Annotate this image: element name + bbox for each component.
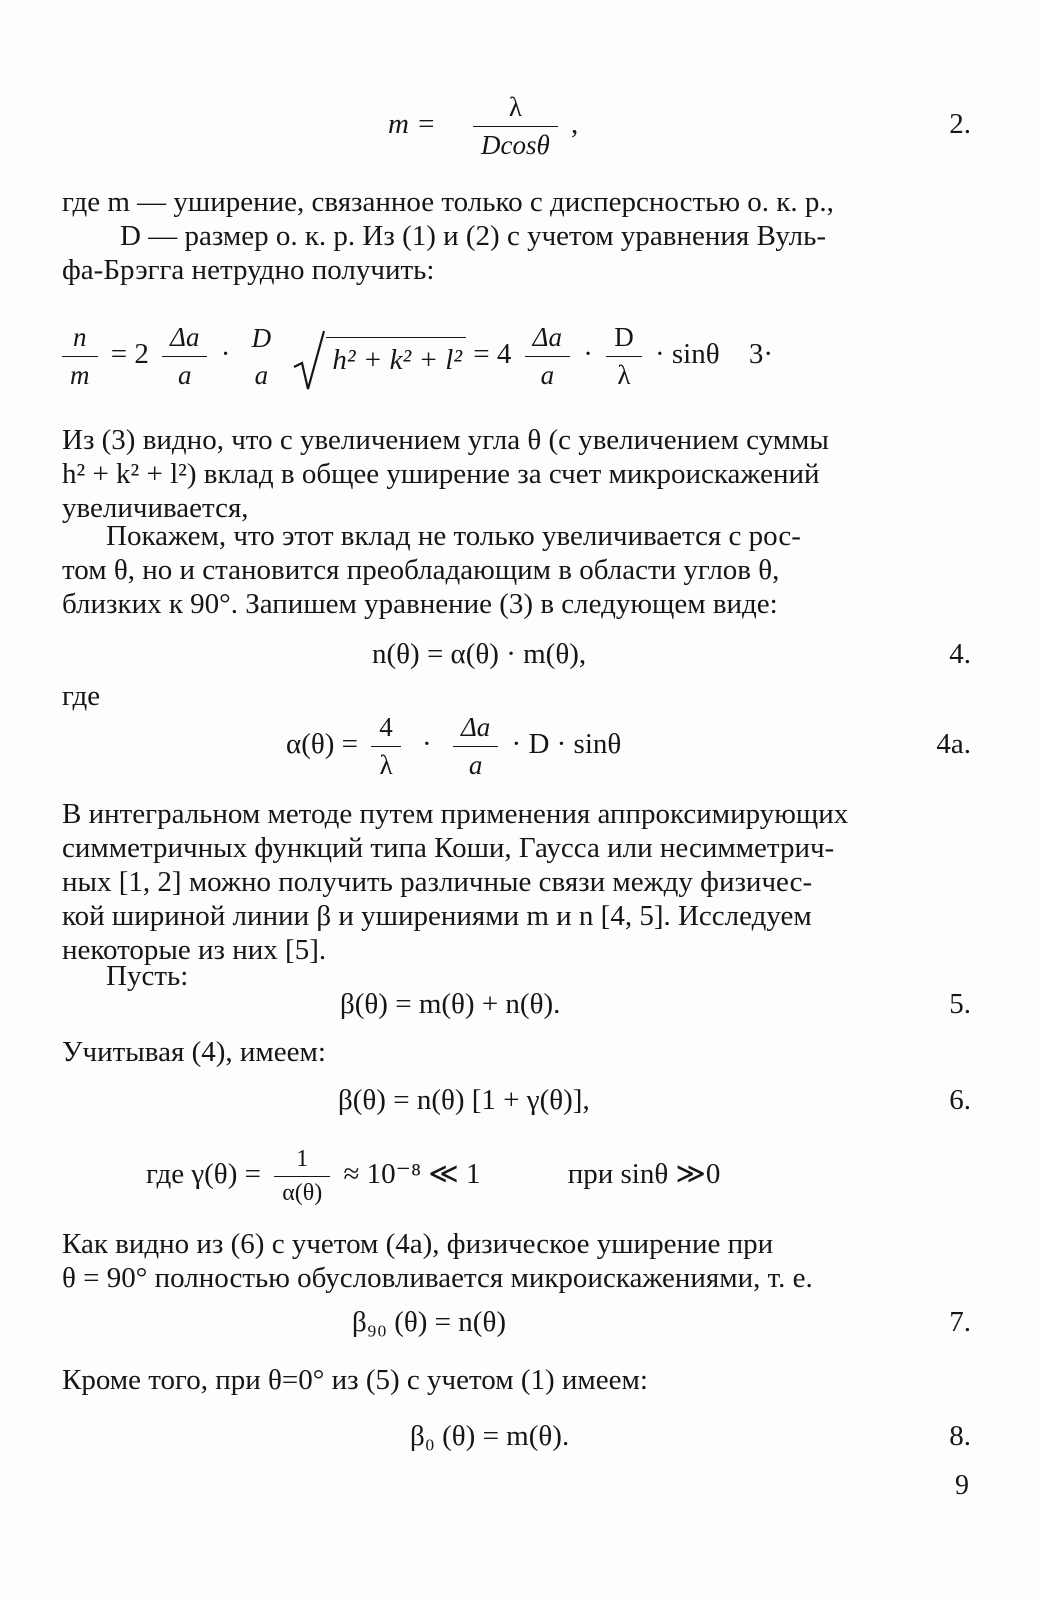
para4-line1: В интегральном методе путем применения аппроксимирующих (62, 798, 849, 830)
eq4a-f2-den: a (453, 746, 498, 781)
equation-8: β₀ (θ) = m(θ). (410, 1420, 570, 1452)
equation-6: β(θ) = n(θ) [1 + γ(θ)], (338, 1084, 590, 1116)
para5-line2: θ = 90° полностью обусловливается микроискажениями, т. е. (62, 1262, 813, 1294)
gamma-den: α(θ) (274, 1176, 330, 1207)
eq6-number: 6. (949, 1084, 971, 1116)
eq2-number: 2. (949, 108, 971, 140)
gamma-lhs: где γ(θ) = (146, 1158, 261, 1191)
eq4a-f1-num: 4 (379, 712, 393, 742)
eq3-dot1: · (220, 338, 231, 371)
eq2-fraction (473, 92, 558, 161)
eq4a-number: 4a. (936, 728, 971, 760)
eq4a-frac-4-lambda (371, 712, 401, 781)
eq3-equals-4: = 4 (473, 338, 512, 371)
eq4a-frac-da-a (453, 712, 498, 781)
para2-line3: увеличивается, (62, 492, 249, 524)
gamma-rhs: ≈ 10⁻⁸ ≪ 1 (343, 1158, 481, 1191)
eq3-f3-den: a (254, 359, 269, 390)
para2-line1: Из (3) видно, что с увеличением угла θ (с увеличением суммы (62, 424, 829, 456)
para6-line: Кроме того, при θ=0° из (5) с учетом (1) имеем: (62, 1364, 648, 1396)
eq4a-lhs: α(θ) = (286, 728, 359, 761)
eq3-f5-den: λ (606, 356, 642, 391)
eq3-dot2: · (583, 338, 593, 371)
equation-4: n(θ) = α(θ) · m(θ), (372, 638, 587, 670)
eq5-number: 5. (949, 988, 971, 1020)
gamma-condition: при sinθ ≫0 (567, 1158, 721, 1191)
eq7-number: 7. (949, 1306, 971, 1338)
radical-sign-icon (292, 329, 326, 393)
para3-line1: Покажем, что этот вклад не только увеличивается с рос- (106, 520, 801, 552)
eq2-denominator: Dcosθ (473, 126, 558, 161)
eq3-radicand: h² + k² + l² (326, 337, 466, 377)
eq3-number: 3· (748, 338, 774, 371)
eq3-frac-n-m (62, 322, 98, 391)
eq3-f1-den: m (62, 356, 98, 391)
para5-line1: Как видно из (6) с учетом (4а), физическое уширение при (62, 1228, 774, 1260)
para4-line5: некоторые из них [5]. (62, 934, 327, 966)
eq2-numerator: λ (508, 92, 522, 122)
eq2-lhs: m = (388, 108, 436, 141)
eq4a-tail: · D · sinθ (511, 728, 622, 761)
equation-2 (388, 92, 578, 161)
para1-line3: фа-Брэгга нетрудно получить: (62, 254, 435, 286)
eq3-equals-2: = 2 (110, 338, 149, 371)
page-number: 9 (955, 1470, 969, 1501)
eq4a-f2-num: Δa (460, 712, 491, 742)
para4-line2: симметричных функций типа Коши, Гаусса или несимметрич- (62, 832, 835, 864)
para3-line2: том θ, но и становится преобладающим в области углов θ, (62, 554, 780, 586)
equation-3 (56, 322, 773, 391)
eq3-f2-num: Δa (170, 322, 200, 352)
eq3-f1-num: n (73, 322, 87, 352)
eq3-sin-theta: · sinθ (654, 338, 720, 371)
equation-5: β(θ) = m(θ) + n(θ). (340, 988, 561, 1020)
eq3-frac-da-a-2 (525, 322, 570, 391)
eq3-f2-den: a (162, 356, 207, 391)
eq3-f4-den: a (525, 356, 570, 391)
eq4-number: 4. (949, 638, 971, 670)
para4-line4: кой шириной линии β и уширениями m и n [4, 5]. Исследуем (62, 900, 812, 932)
eq3-sqrt (292, 337, 466, 377)
gamma-num: 1 (296, 1146, 309, 1172)
gamma-fraction (274, 1146, 330, 1207)
eq2-comma: , (571, 108, 579, 141)
let-label: Пусть: (106, 960, 189, 992)
eq3-f4-num: Δa (532, 322, 563, 352)
equation-7: β₉₀ (θ) = n(θ) (352, 1306, 506, 1338)
para2-line2: h² + k² + l²) вклад в общее уширение за счет микроискажений (62, 458, 820, 490)
eq8-number: 8. (949, 1420, 971, 1452)
equation-4a (286, 712, 621, 781)
where-label: где (62, 680, 101, 712)
para1-line1: где m — уширение, связанное только с дисперсностью о. к. р., (62, 186, 834, 218)
para3-line3: близких к 90°. Запишем уравнение (3) в следующем виде: (62, 588, 778, 620)
eq3-frac-d-lambda (606, 322, 642, 391)
eq4a-dot: · (422, 728, 432, 761)
eq3-f3-num: D (251, 322, 272, 353)
para1-line2: D — размер о. к. р. Из (1) и (2) с учетом уравнения Вуль- (120, 220, 827, 252)
eq3-frac-da-a (162, 322, 207, 391)
considering-label: Учитывая (4), имеем: (62, 1036, 326, 1068)
para4-line3: ных [1, 2] можно получить различные связи между физичес- (62, 866, 813, 898)
eq3-f5-num: D (614, 322, 634, 352)
equation-gamma (146, 1146, 720, 1207)
eq4a-f1-den: λ (371, 746, 401, 781)
eq3-frac-d-a (244, 323, 280, 391)
